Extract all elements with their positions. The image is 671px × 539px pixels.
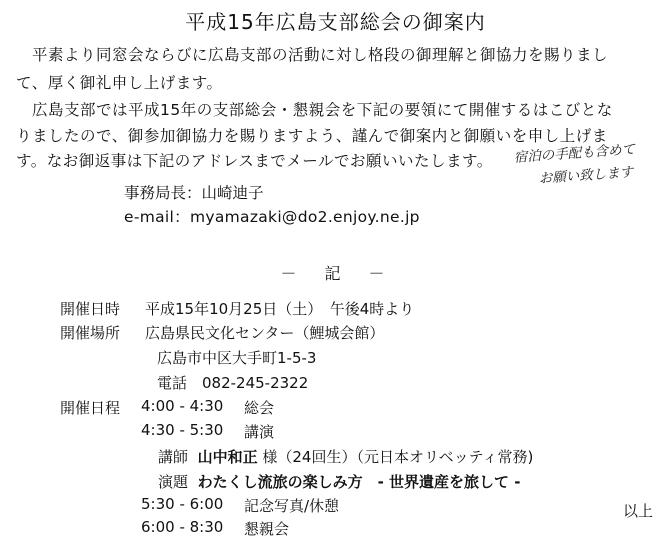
topic-title: わたくし流旅の楽しみ方 - 世界遺産を旅して - xyxy=(197,473,521,491)
secretary-label: 事務局長： xyxy=(124,184,202,202)
lecturer-name: 山中和正 xyxy=(197,448,258,466)
schedule-time: 4:30 - 5:30 xyxy=(141,421,224,439)
secretary-line xyxy=(124,181,264,203)
body-line-4: りましたので、御参加御協力を賜りますよう、謹んで御案内と御願いを申し上げま xyxy=(16,127,608,145)
email-label: e-mail： xyxy=(124,208,190,226)
date-value: 平成15年10月25日（土） 午後4時より xyxy=(145,300,415,318)
schedule-time: 4:00 - 4:30 xyxy=(141,397,224,415)
email-address[interactable]: myamazaki@do2.enjoy.ne.jp xyxy=(189,208,420,226)
date-label: 開催日時 xyxy=(60,300,121,318)
body-line-5: す。なお御返事は下記のアドレスまでメールでお願いいたします。 xyxy=(16,152,493,170)
email-line xyxy=(124,205,420,227)
page-title: 平成15年広島支部総会の御案内 xyxy=(185,10,486,34)
schedule-label: 開催日程 xyxy=(60,399,121,417)
topic-label: 演題 xyxy=(158,473,189,491)
schedule-time: 6:00 - 8:30 xyxy=(141,518,224,536)
venue-address: 広島市中区大手町1-5-3 xyxy=(157,349,317,367)
ki-heading: － 記 － xyxy=(280,264,391,283)
venue-name: 広島県民文化センター（鯉城会館） xyxy=(145,324,385,342)
lecturer-suffix: 様（24回生）（元日本オリベッティ常務) xyxy=(262,448,534,466)
schedule-time: 5:30 - 6:00 xyxy=(141,495,224,513)
schedule-item: 記念写真/休憩 xyxy=(244,497,340,515)
body-line-2: て、厚く御礼申し上げます。 xyxy=(16,74,223,92)
handwritten-note-line-1: 宿泊の手配も含めて xyxy=(513,141,636,166)
venue-label: 開催場所 xyxy=(60,324,121,342)
closing-mark: 以上 xyxy=(622,502,653,520)
venue-phone: 電話 082-245-2322 xyxy=(157,374,309,392)
handwritten-note-line-2: お願い致します xyxy=(538,164,634,187)
schedule-item: 総会 xyxy=(244,399,275,417)
schedule-item: 懇親会 xyxy=(244,520,290,538)
lecturer-label: 講師 xyxy=(158,448,189,466)
topic-line xyxy=(158,471,520,492)
secretary-name: 山崎迪子 xyxy=(201,184,264,202)
body-line-3: 広島支部では平成15年の支部総会・懇親会を下記の要領にて開催するはこびとな xyxy=(16,101,613,119)
schedule-item: 講演 xyxy=(244,423,275,441)
body-line-1: 平素より同窓会ならびに広島支部の活動に対し格段の御理解と御協力を賜りまし xyxy=(16,46,609,64)
lecturer-line xyxy=(158,446,533,467)
